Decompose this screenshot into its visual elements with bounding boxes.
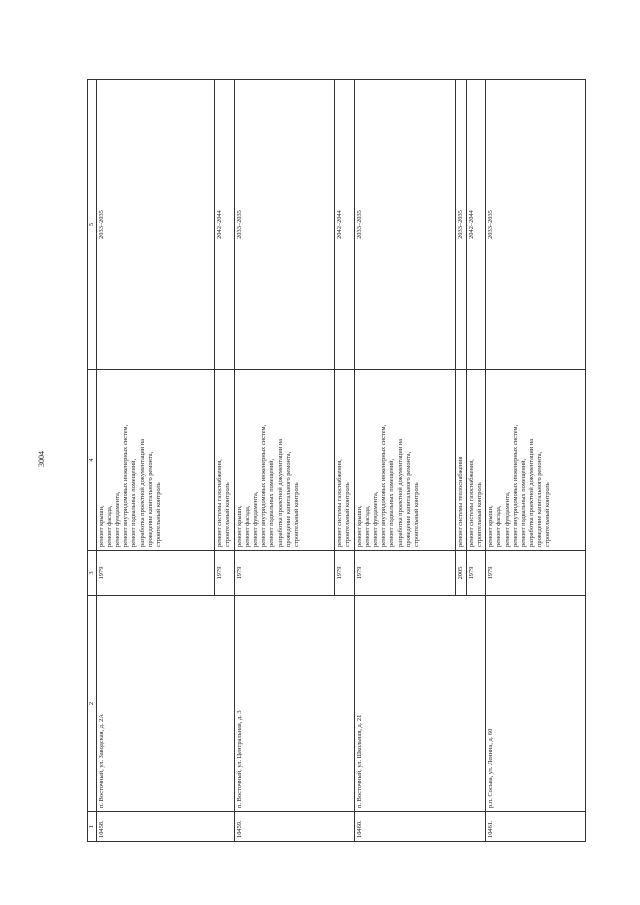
work-item: ремонт подвальных помещений,	[519, 458, 527, 547]
work-item: ремонт фасада,	[364, 505, 372, 547]
work-item: ремонт подвальных помещений,	[268, 458, 276, 547]
period-cell: 2042–2044	[215, 80, 235, 370]
period-cell: 2033–2035	[486, 80, 586, 370]
column-header: 4	[88, 370, 97, 551]
work-item: ремонт фундамента,	[372, 491, 380, 547]
table-row	[355, 80, 456, 842]
period-cell: 2042–2044	[335, 80, 355, 370]
work-item: строительный контроль	[476, 482, 484, 547]
year-cell: 1979	[467, 551, 486, 596]
works-cell	[456, 370, 467, 551]
period-cell: 2033–2035	[235, 80, 335, 370]
work-item: разработка проектной документации на	[527, 438, 535, 547]
work-item: ремонт фундамента,	[114, 491, 122, 547]
work-item: ремонт внутридомовых инженерных систем,	[260, 424, 268, 547]
work-item: ремонт подвальных помещений,	[130, 458, 138, 547]
column-header: 2	[88, 596, 97, 812]
work-item: проведение капитального ремонта,	[146, 451, 154, 547]
work-item: ремонт внутридомовых инженерных систем,	[511, 424, 519, 547]
work-item: строительный контроль	[154, 482, 162, 547]
table-frame	[87, 80, 587, 842]
work-item: строительный контроль	[344, 482, 352, 547]
work-item: строительный контроль	[544, 482, 552, 547]
work-item: ремонт фасада,	[495, 505, 503, 547]
year-cell: 1979	[215, 551, 235, 596]
work-item: ремонт крыши,	[356, 505, 364, 547]
row-number: 10458.	[97, 812, 235, 842]
works-cell	[97, 370, 215, 551]
repair-schedule-table	[87, 79, 586, 842]
work-item: ремонт системы газоснабжения,	[216, 459, 224, 547]
column-header: 1	[88, 812, 97, 842]
work-item: ремонт системы газоснабжения,	[468, 459, 476, 547]
works-cell	[467, 370, 486, 551]
works-cell	[355, 370, 456, 551]
year-cell: 1979	[235, 551, 335, 596]
row-number: 10461.	[486, 812, 586, 842]
work-item: разработка проектной документации на	[138, 438, 146, 547]
work-item: ремонт подвальных помещений,	[388, 458, 396, 547]
table-body	[97, 80, 586, 842]
works-cell	[335, 370, 355, 551]
work-item: ремонт фундамента,	[503, 491, 511, 547]
work-item: ремонт фасада,	[244, 505, 252, 547]
table-row	[486, 80, 586, 842]
work-item: ремонт фундамента,	[252, 491, 260, 547]
work-item: ремонт фасада,	[106, 505, 114, 547]
address-cell: р.п. Сосьва, ул. Ленина, д. 60	[486, 596, 586, 812]
table-row	[97, 80, 215, 842]
year-cell: 1979	[486, 551, 586, 596]
work-item: ремонт системы теплоснабжения	[457, 456, 465, 547]
period-cell: 2042–2044	[467, 80, 486, 370]
period-cell: 2033–2035	[355, 80, 456, 370]
row-number: 10459.	[235, 812, 355, 842]
works-cell	[235, 370, 335, 551]
work-item: строительный контроль	[224, 482, 232, 547]
address-cell: п. Восточный, ул. Заводская, д. 2А	[97, 596, 235, 812]
address-cell: п. Восточный, ул. Школьная, д. 21	[355, 596, 486, 812]
works-cell	[486, 370, 586, 551]
year-cell: 1979	[355, 551, 456, 596]
year-cell: 1979	[97, 551, 215, 596]
work-item: проведение капитального ремонта,	[284, 451, 292, 547]
work-item: строительный контроль	[292, 482, 300, 547]
work-item: ремонт системы газоснабжения,	[336, 459, 344, 547]
column-header: 5	[88, 80, 97, 370]
period-cell: 2033–2035	[97, 80, 215, 370]
address-cell: п. Восточный, ул. Центральная, д. 3	[235, 596, 355, 812]
works-cell	[215, 370, 235, 551]
table-row	[235, 80, 335, 842]
page-number: 3004	[37, 451, 46, 467]
column-header: 3	[88, 551, 97, 596]
rotated-table-container	[87, 80, 587, 842]
work-item: проведение капитального ремонта,	[535, 451, 543, 547]
work-item: ремонт внутридомовых инженерных систем,	[122, 424, 130, 547]
work-item: проведение капитального ремонта,	[404, 451, 412, 547]
work-item: разработка проектной документации на	[276, 438, 284, 547]
work-item: строительный контроль	[412, 482, 420, 547]
year-cell: 1979	[335, 551, 355, 596]
row-number: 10460.	[355, 812, 486, 842]
period-cell: 2033–2035	[456, 80, 467, 370]
work-item: ремонт крыши,	[487, 505, 495, 547]
header-row	[88, 80, 97, 842]
work-item: ремонт крыши,	[236, 505, 244, 547]
work-item: ремонт крыши,	[98, 505, 106, 547]
work-item: разработка проектной документации на	[396, 438, 404, 547]
year-cell: 2005	[456, 551, 467, 596]
work-item: ремонт внутридомовых инженерных систем,	[380, 424, 388, 547]
